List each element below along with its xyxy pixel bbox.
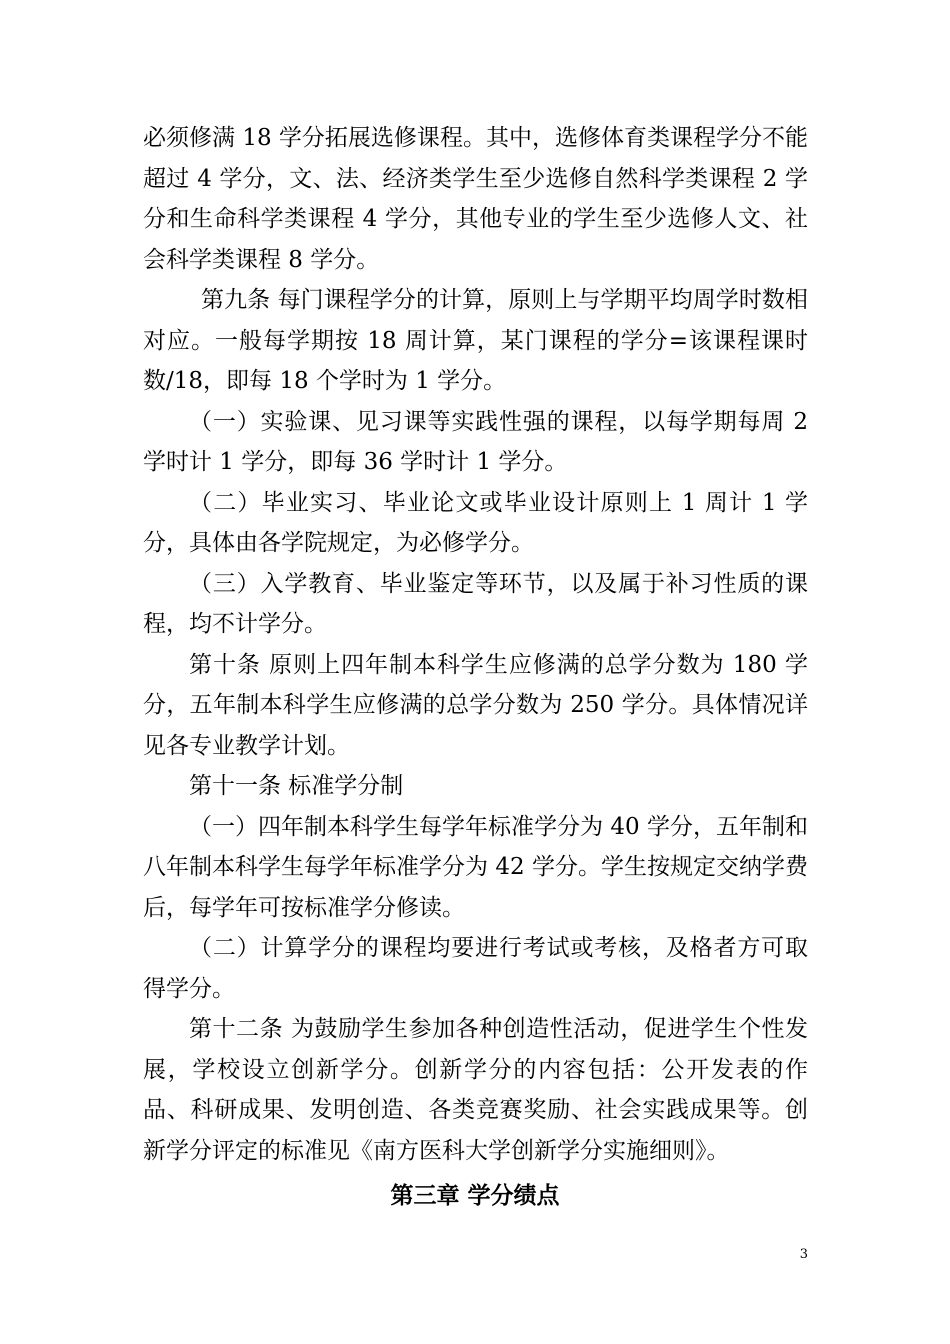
page-number: 3	[799, 1247, 808, 1262]
paragraph-article-11-item-2: （二）计算学分的课程均要进行考试或考核，及格者方可取得学分。	[143, 935, 808, 1002]
paragraph-article-9-item-3: （三）入学教育、毕业鉴定等环节，以及属于补习性质的课程，均不计学分。	[143, 570, 808, 637]
paragraph-article-10: 第十条 原则上四年制本科学生应修满的总学分数为 180 学分，五年制本科学生应修满的总学分数为 250 学分。具体情况详见各专业教学计划。	[143, 651, 808, 759]
paragraph-article-9-item-2: （二）毕业实习、毕业论文或毕业设计原则上 1 周计 1 学分，具体由各学院规定，为必修学分。	[143, 489, 808, 556]
paragraph-article-12: 第十二条 为鼓励学生参加各种创造性活动，促进学生个性发展，学校设立创新学分。创新学分的内容包括：公开发表的作品、科研成果、发明创造、各类竞赛奖励、社会实践成果等。创新学分评定的标准见《南方医科大学创新学分实施细则》。	[143, 1016, 808, 1164]
document-body	[143, 118, 808, 1171]
paragraph-article-9-item-1: （一）实验课、见习课等实践性强的课程，以每学期每周 2 学时计 1 学分，即每 36 学时计 1 学分。	[143, 408, 808, 475]
paragraph-elective-credits: 必须修满 18 学分拓展选修课程。其中，选修体育类课程学分不能超过 4 学分，文、法、经济类学生至少选修自然科学类课程 2 学分和生命科学类课程 4 学分，其他专业的学生至少选修人文、社会科学类课程 8 学分。	[143, 125, 808, 273]
paragraph-article-11: 第十一条 标准学分制	[189, 773, 404, 799]
paragraph-article-11-item-1: （一）四年制本科学生每学年标准学分为 40 学分，五年制和八年制本科学生每学年标准学分为 42 学分。学生按规定交纳学费后，每学年可按标准学分修读。	[143, 813, 808, 921]
paragraph-article-9: 第九条 每门课程学分的计算，原则上与学期平均周学时数相对应。一般每学期按 18 周计算，某门课程的学分=该课程课时数/18，即每 18 个学时为 1 学分。	[143, 287, 808, 394]
chapter-heading: 第三章 学分绩点	[390, 1183, 560, 1209]
